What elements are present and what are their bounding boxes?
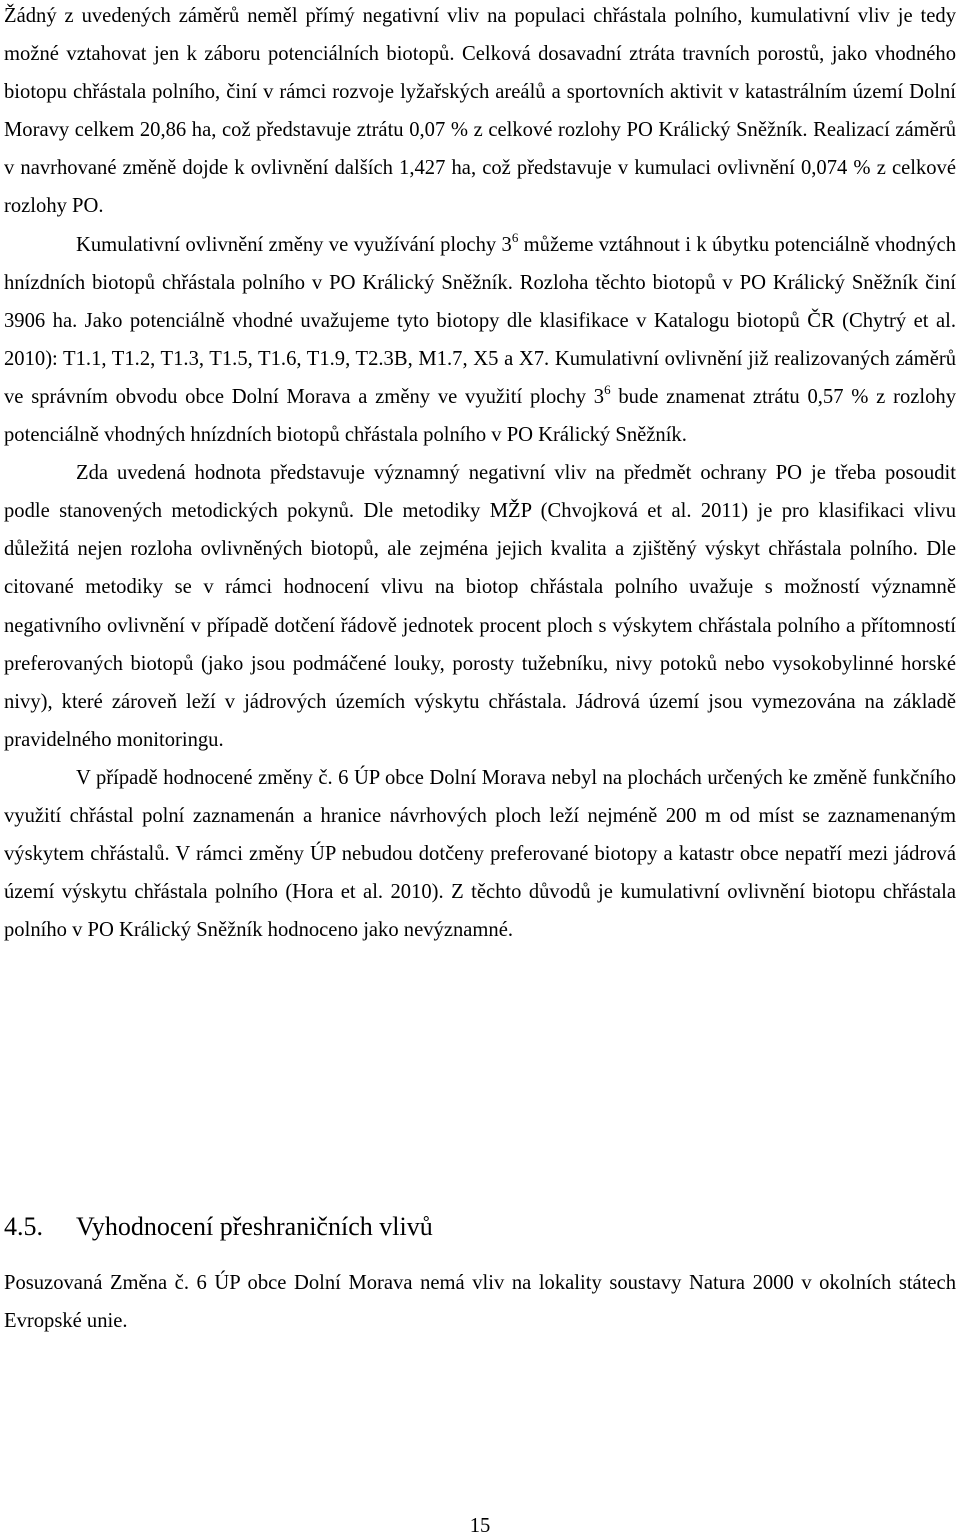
superscript-6: 6 xyxy=(511,229,519,245)
paragraph-habitat-reduction-part2: můžeme vztáhnout i k úbytku potenciálně vhodných hnízdních biotopů chřástala polního v PO Králický Sněžník. Rozloha těchto biotopů v PO Králický Sněžník činí 3906 ha. Jako potenciálně vhodné uvažujeme tyto biotopy dle klasifikace v Katalogu biotopů ČR (Chytrý et al. 2010): T1.1, T1.2, T1.3, T1.5, T1.6, T1.9, T2.3B, M1.7, X5 a X7. Kumulativní ovlivnění již realizovaných záměrů ve správním obvodu obce Dolní Morava a změny ve využití plochy 3 xyxy=(4,233,956,408)
document-page xyxy=(4,0,956,949)
paragraph-habitat-reduction-part3: bude znamenat ztrátu 0,57 % z rozlohy potenciálně vhodných hnízdních biotopů chřástala polního v PO Králický Sněžník. xyxy=(4,385,956,447)
paragraph-habitat-reduction-part1: Kumulativní ovlivnění změny ve využívání plochy 3 xyxy=(76,233,512,256)
paragraph-methodology: Zda uvedená hodnota představuje významný negativní vliv na předmět ochrany PO je třeba posoudit podle stanovených metodických pokynů. Dle metodiky MŽP (Chvojková et al. 2011) je pro klasifikaci vlivu důležitá nejen rozloha ovlivněných biotopů, ale zejména jejich kvalita a zjištěný výskyt chřástala polního. Dle citované metodiky se v rámci hodnocení vlivu na biotop chřástala polního uvažuje s možností významně negativního ovlivnění v případě dotčení řádově jednotek procent ploch s výskytem chřástala polního a přítomností preferovaných biotopů (jako jsou podmáčené louky, porosty tužebníku, nivy potoků nebo vysokobylinné horské nivy), které zároveň leží v jádrových územích výskytu chřástala. Jádrová území jsou vymezována na základě pravidelného monitoringu. xyxy=(4,462,956,751)
paragraph-assessment-conclusion: V případě hodnocené změny č. 6 ÚP obce Dolní Morava nebyl na plochách určených ke změně funkčního využití chřástal polní zaznamenán a hranice návrhových ploch leží nejméně 200 m od míst se zaznamenaným výskytem chřástalů. V rámci změny ÚP nebudou dotčeny preferované biotopy a katastr obce nepatří mezi jádrová území výskytu chřástala polního (Hora et al. 2010). Z těchto důvodů je kumulativní ovlivnění biotopu chřástala polního v PO Králický Sněžník hodnoceno jako nevýznamné. xyxy=(4,766,956,942)
section-title: Vyhodnocení přeshraničních vlivů xyxy=(76,1212,433,1241)
section-number: 4.5. xyxy=(4,1212,43,1241)
final-section xyxy=(4,1264,956,1340)
paragraph-cumulative-loss: Žádný z uvedených záměrů neměl přímý negativní vliv na populaci chřástala polního, kumulativní vliv je tedy možné vztahovat jen k záboru potenciálních biotopů. Celková dosavadní ztráta travních porostů, jako vhodného biotopu chřástala polního, činí v rámci rozvoje lyžařských areálů a sportovních aktivit v katastrálním území Dolní Moravy celkem 20,86 ha, což představuje ztrátu 0,07 % z celkové rozlohy PO Králický Sněžník. Realizací záměrů v navrhované změně dojde k ovlivnění dalších 1,427 ha, což představuje v kumulaci ovlivnění 0,074 % z celkové rozlohy PO. xyxy=(4,5,956,218)
paragraph-transboundary: Posuzovaná Změna č. 6 ÚP obce Dolní Morava nemá vliv na lokality soustavy Natura 2000 v okolních státech Evropské unie. xyxy=(4,1272,956,1333)
superscript-6: 6 xyxy=(604,382,611,398)
section-heading xyxy=(4,1203,433,1251)
paragraph-habitat-reduction xyxy=(4,226,956,455)
page-number: 15 xyxy=(469,1515,491,1537)
